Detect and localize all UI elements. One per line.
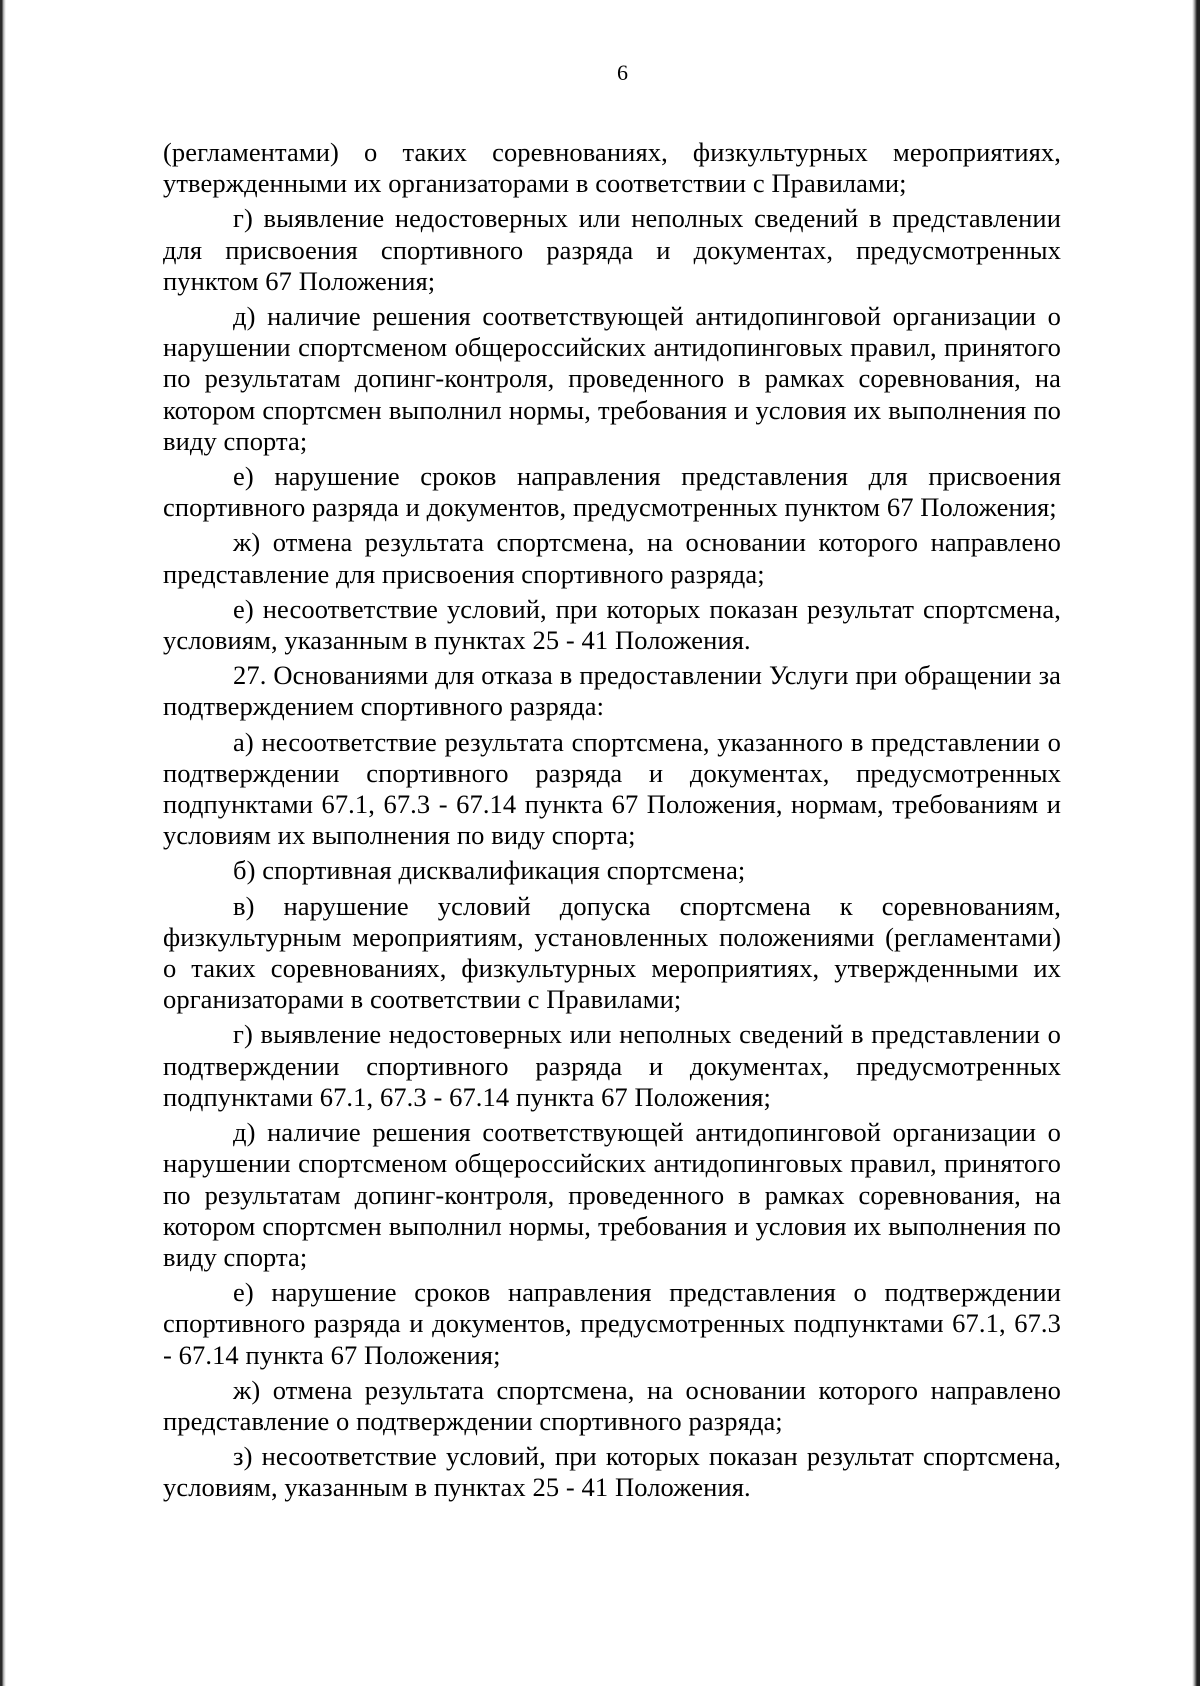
paragraph-item-g: г) выявление недостоверных или неполных сведений в представлении для присвоения спортивного разряда и документах, предусмотренных пунктом 67 Положения; <box>163 203 1061 296</box>
paragraph-section-27: 27. Основаниями для отказа в предоставлении Услуги при обращении за подтверждением спортивного разряда: <box>163 660 1061 722</box>
document-body <box>163 137 1061 1508</box>
paragraph-item-a: а) несоответствие результата спортсмена, указанного в представлении о подтверждении спортивного разряда и документах, предусмотренных подпунктами 67.1, 67.3 - 67.14 пункта 67 Положения, нормам, требованиям и условиям их выполнения по виду спорта; <box>163 726 1061 851</box>
paragraph-item-z: з) несоответствие условий, при которых показан результат спортсмена, условиям, указанным в пунктах 25 - 41 Положения. <box>163 1441 1061 1503</box>
paragraph-item-zh: ж) отмена результата спортсмена, на основании которого направлено представление для присвоения спортивного разряда; <box>163 527 1061 589</box>
page-number: 6 <box>617 60 628 85</box>
paragraph-item-e: е) нарушение сроков направления представления для присвоения спортивного разряда и документов, предусмотренных пунктом 67 Положения; <box>163 461 1061 523</box>
scan-edge-left <box>0 0 6 1686</box>
paragraph-item-d: д) наличие решения соответствующей антидопинговой организации о нарушении спортсменом общероссийских антидопинговых правил, принятого по результатам допинг-контроля, проведенного в рамках соревнования, на котором спортсмен выполнил нормы, требования и условия их выполнения по виду спорта; <box>163 301 1061 456</box>
paragraph-continuation: (регламентами) о таких соревнованиях, физкультурных мероприятиях, утвержденными их организаторами в соответствии с Правилами; <box>163 137 1061 199</box>
paragraph-item-e2: е) несоответствие условий, при которых показан результат спортсмена, условиям, указанным в пунктах 25 - 41 Положения. <box>163 593 1061 656</box>
paragraph-item-d2: д) наличие решения соответствующей антидопинговой организации о нарушении спортсменом общероссийских антидопинговых правил, принятого по результатам допинг-контроля, проведенного в рамках соревнования, на котором спортсмен выполнил нормы, требования и условия их выполнения по виду спорта; <box>163 1117 1061 1272</box>
paragraph-item-zh2: ж) отмена результата спортсмена, на основании которого направлено представление о подтверждении спортивного разряда; <box>163 1374 1061 1436</box>
paragraph-item-v: в) нарушение условий допуска спортсмена к соревнованиям, физкультурным мероприятиям, установленных положениями (регламентами) о таких соревнованиях, физкультурных мероприятиях, утвержденными их организаторами в соответствии с Правилами; <box>163 890 1061 1015</box>
paragraph-item-e3: е) нарушение сроков направления представления о подтверждении спортивного разряда и документов, предусмотренных подпунктами 67.1, 67.3 - 67.14 пункта 67 Положения; <box>163 1277 1061 1370</box>
scan-edge-right <box>1192 0 1200 1686</box>
paragraph-item-b: б) спортивная дисквалификация спортсмена; <box>233 855 746 886</box>
paragraph-item-g2: г) выявление недостоверных или неполных сведений в представлении о подтверждении спортивного разряда и документах, предусмотренных подпунктами 67.1, 67.3 - 67.14 пункта 67 Положения; <box>163 1019 1061 1112</box>
